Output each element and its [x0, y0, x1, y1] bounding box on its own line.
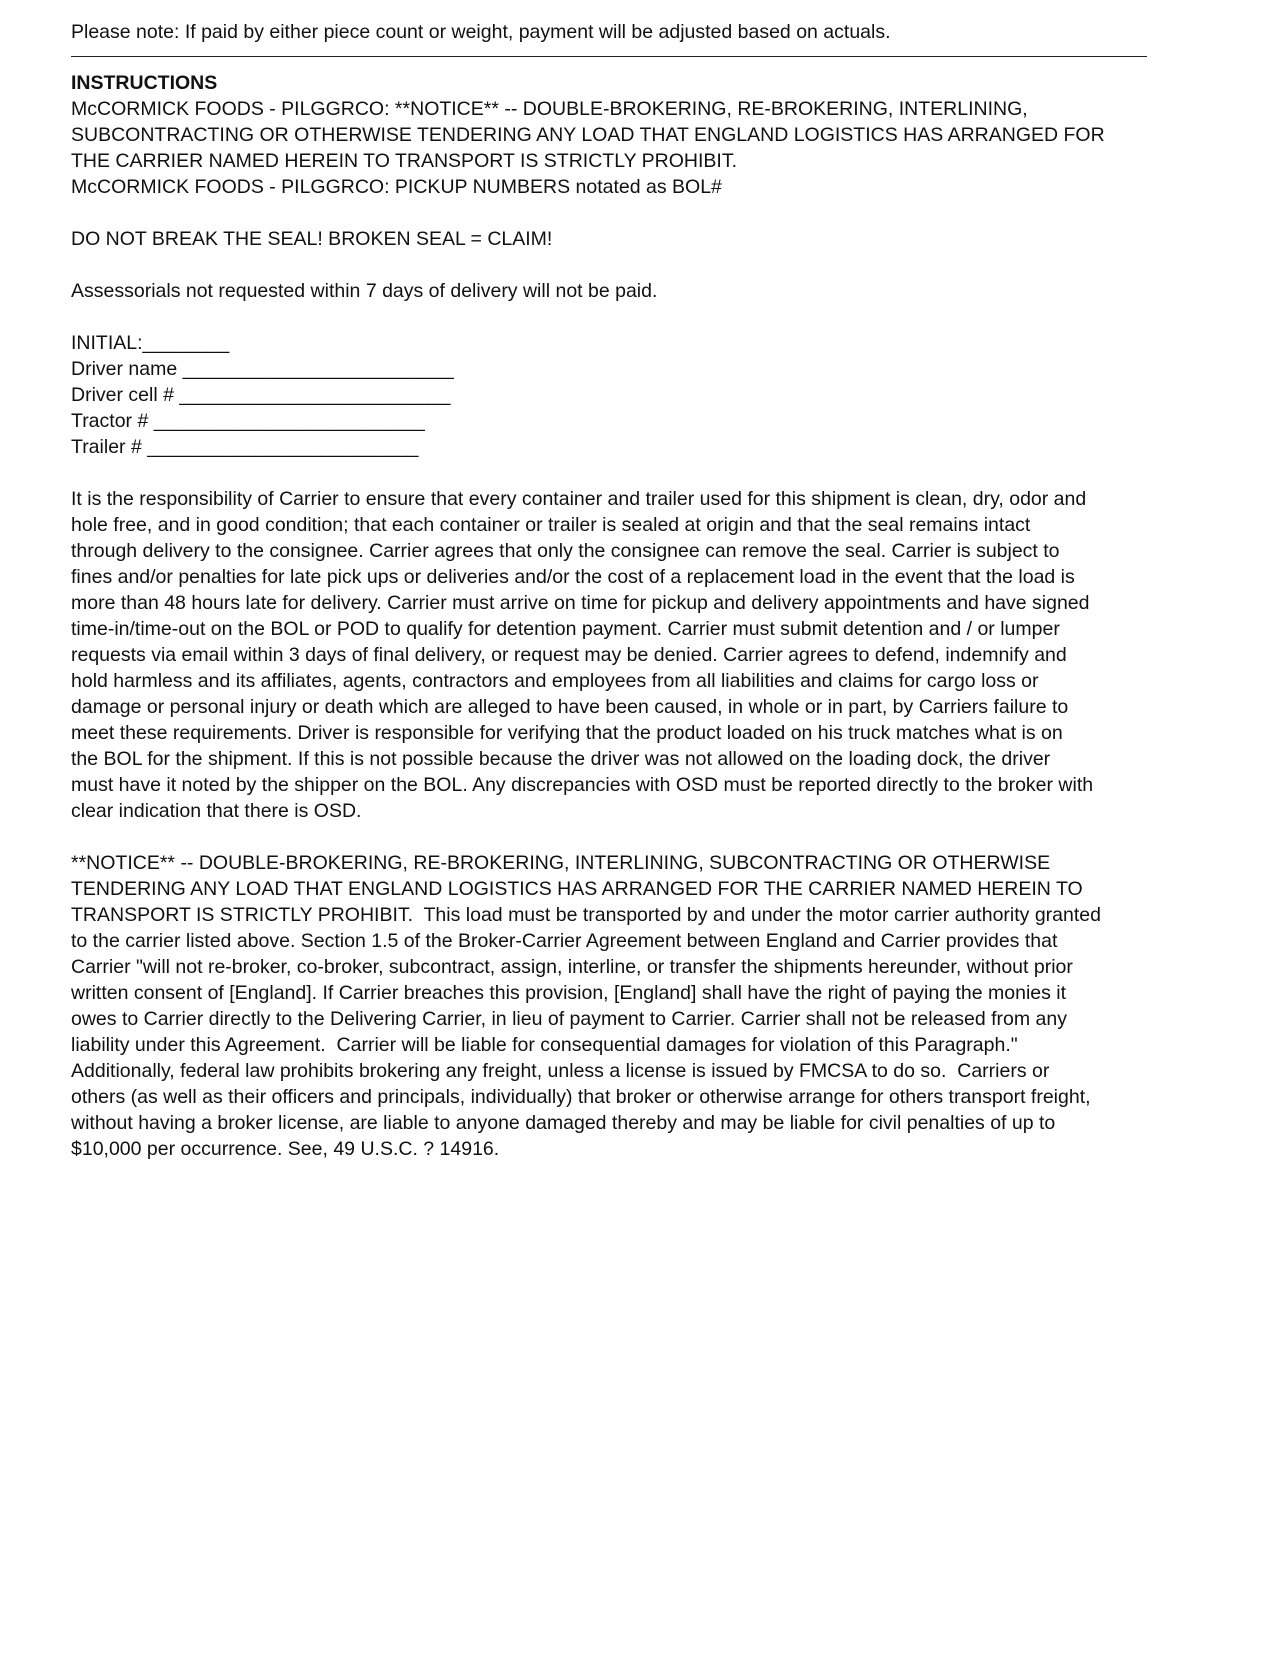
instructions-line: McCORMICK FOODS - PILGGRCO: **NOTICE** -- DOUBLE-BROKERING, RE-BROKERING, INTERLINING,	[71, 98, 1028, 120]
paragraph-line: others (as well as their officers and principals, individually) that broker or otherwise arrange for others transport freight,	[71, 1086, 1091, 1108]
initial-field: INITIAL:________	[71, 332, 230, 354]
paragraph-line: $10,000 per occurrence. See, 49 U.S.C. ? 14916.	[71, 1138, 500, 1160]
paragraph-line: liability under this Agreement. Carrier will be liable for consequential damages for violation of this Paragraph."	[71, 1034, 1018, 1056]
paragraph-line: TENDERING ANY LOAD THAT ENGLAND LOGISTICS HAS ARRANGED FOR THE CARRIER NAMED HEREIN TO	[71, 878, 1083, 900]
instructions-line: SUBCONTRACTING OR OTHERWISE TENDERING ANY LOAD THAT ENGLAND LOGISTICS HAS ARRANGED FOR	[71, 124, 1105, 146]
driver-name-field: Driver name _________________________	[71, 358, 454, 380]
paragraph-line: clear indication that there is OSD.	[71, 800, 362, 822]
paragraph-line: through delivery to the consignee. Carrier agrees that only the consignee can remove the seal. Carrier is subject to	[71, 540, 1060, 562]
driver-cell-field: Driver cell # _________________________	[71, 384, 451, 406]
paragraph-line: to the carrier listed above. Section 1.5 of the Broker-Carrier Agreement between England and Carrier provides that	[71, 930, 1058, 952]
paragraph-line: meet these requirements. Driver is responsible for verifying that the product loaded on his truck matches what is on	[71, 722, 1063, 744]
instructions-block	[71, 96, 1271, 200]
paragraph-line: TRANSPORT IS STRICTLY PROHIBIT. This load must be transported by and under the motor carrier authority granted	[71, 904, 1101, 926]
notice-paragraph	[71, 850, 1271, 1162]
paragraph-line: hold harmless and its affiliates, agents, contractors and employees from all liabilities and claims for cargo loss or	[71, 670, 1039, 692]
driver-fields	[71, 330, 1271, 460]
paragraph-line: damage or personal injury or death which are alleged to have been caused, in whole or in part, by Carriers failure to	[71, 696, 1069, 718]
paragraph-line: **NOTICE** -- DOUBLE-BROKERING, RE-BROKERING, INTERLINING, SUBCONTRACTING OR OTHERWISE	[71, 852, 1051, 874]
instructions-line: McCORMICK FOODS - PILGGRCO: PICKUP NUMBERS notated as BOL#	[71, 176, 722, 198]
paragraph-line: written consent of [England]. If Carrier breaches this provision, [England] shall have the right of paying the monies it	[71, 982, 1067, 1004]
assessorials-note: Assessorials not requested within 7 days of delivery will not be paid.	[71, 280, 658, 302]
tractor-field: Tractor # _________________________	[71, 410, 425, 432]
paragraph-line: the BOL for the shipment. If this is not possible because the driver was not allowed on the loading dock, the driver	[71, 748, 1051, 770]
instructions-line: THE CARRIER NAMED HEREIN TO TRANSPORT IS STRICTLY PROHIBIT.	[71, 150, 738, 172]
paragraph-line: without having a broker license, are liable to anyone damaged thereby and may be liable for civil penalties of up to	[71, 1112, 1056, 1134]
paragraph-line: owes to Carrier directly to the Delivering Carrier, in lieu of payment to Carrier. Carrier shall not be released from any	[71, 1008, 1067, 1030]
trailer-field: Trailer # _________________________	[71, 436, 419, 458]
instructions-heading: INSTRUCTIONS	[71, 72, 218, 94]
paragraph-line: time-in/time-out on the BOL or POD to qualify for detention payment. Carrier must submit detention and / or lumper	[71, 618, 1060, 640]
seal-warning: DO NOT BREAK THE SEAL! BROKEN SEAL = CLAIM!	[71, 228, 553, 250]
responsibility-paragraph	[71, 486, 1271, 824]
paragraph-line: must have it noted by the shipper on the BOL. Any discrepancies with OSD must be reported directly to the broker with	[71, 774, 1094, 796]
paragraph-line: more than 48 hours late for delivery. Carrier must arrive on time for pickup and delivery appointments and have signed	[71, 592, 1090, 614]
separator-gap	[71, 45, 1271, 70]
paragraph-line: fines and/or penalties for late pick ups or deliveries and/or the cost of a replacement load in the event that the load is	[71, 566, 1075, 588]
paragraph-line: Carrier "will not re-broker, co-broker, subcontract, assign, interline, or transfer the shipments hereunder, without prior	[71, 956, 1073, 978]
payment-note: Please note: If paid by either piece count or weight, payment will be adjusted based on actuals.	[71, 21, 891, 43]
paragraph-line: It is the responsibility of Carrier to ensure that every container and trailer used for this shipment is clean, dry, odor and	[71, 488, 1087, 510]
document-page	[71, 19, 1271, 1162]
paragraph-line: Additionally, federal law prohibits brokering any freight, unless a license is issued by FMCSA to do so. Carriers or	[71, 1060, 1050, 1082]
paragraph-line: hole free, and in good condition; that each container or trailer is sealed at origin and that the seal remains intact	[71, 514, 1031, 536]
paragraph-line: requests via email within 3 days of final delivery, or request may be denied. Carrier agrees to defend, indemnify and	[71, 644, 1067, 666]
